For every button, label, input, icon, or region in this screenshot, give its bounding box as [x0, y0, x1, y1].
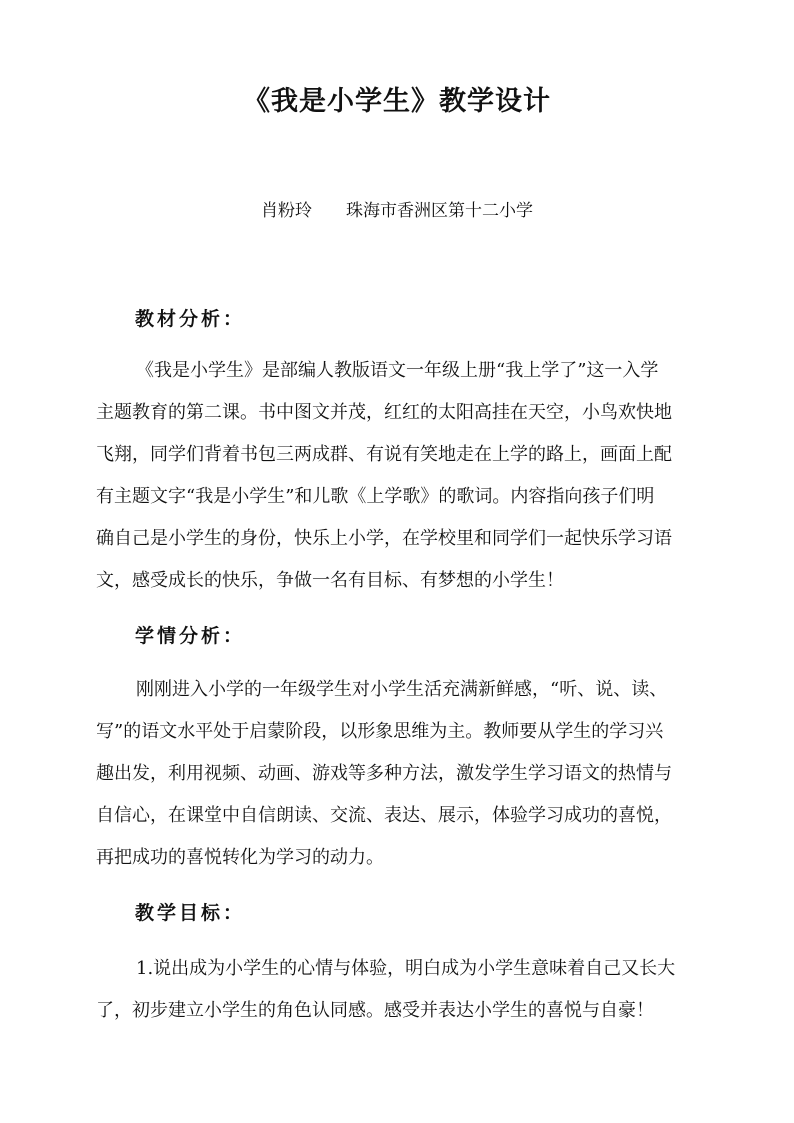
paragraph-line: 再把成功的喜悦转化为学习的动力。 — [96, 847, 384, 868]
section-heading-teaching-goals: 教学目标： — [135, 902, 246, 924]
paragraph-line: 文，感受成长的快乐，争做一名有目标、有梦想的小学生！ — [96, 570, 564, 591]
paragraph-line: 自信心，在课堂中自信朗读、交流、表达、展示，体验学习成功的喜悦， — [96, 805, 672, 826]
paragraph-line: 《我是小学生》是部编人教版语文一年级上册“我上学了”这一入学 — [136, 360, 659, 381]
section-body-textbook-analysis — [96, 350, 712, 602]
section-body-teaching-goals — [96, 948, 712, 1032]
author-name: 肖粉玲 — [261, 201, 312, 221]
paragraph-line: 飞翔，同学们背着书包三两成群、有说有笑地走在上学的路上，画面上配 — [96, 444, 672, 465]
school-name: 珠海市香洲区第十二小学 — [346, 201, 533, 221]
section-heading-student-analysis: 学情分析： — [135, 625, 246, 647]
section-body-student-analysis — [96, 669, 712, 879]
section-heading-textbook-analysis: 教材分析： — [135, 308, 246, 330]
paragraph-line: 主题教育的第二课。书中图文并茂，红红的太阳高挂在天空，小鸟欢快地 — [96, 402, 672, 423]
paragraph-line: 写”的语文水平处于启蒙阶段，以形象思维为主。教师要从学生的学习兴 — [96, 721, 664, 742]
paragraph-line: 了，初步建立小学生的角色认同感。感受并表达小学生的喜悦与自豪！ — [96, 1000, 654, 1021]
paragraph-line: 1.说出成为小学生的心情与体验，明白成为小学生意味着自己又长大 — [136, 958, 676, 979]
paragraph-line: 有主题文字“我是小学生”和儿歌《上学歌》的歌词。内容指向孩子们明 — [96, 486, 655, 507]
paragraph-line: 刚刚进入小学的一年级学生对小学生活充满新鲜感，“听、说、读、 — [136, 679, 668, 700]
byline — [0, 199, 794, 223]
paragraph-line: 确自己是小学生的身份，快乐上小学，在学校里和同学们一起快乐学习语 — [96, 528, 672, 549]
paragraph-line: 趣出发，利用视频、动画、游戏等多种方法，激发学生学习语文的热情与 — [96, 763, 672, 784]
document-title: 《我是小学生》教学设计 — [243, 86, 551, 117]
